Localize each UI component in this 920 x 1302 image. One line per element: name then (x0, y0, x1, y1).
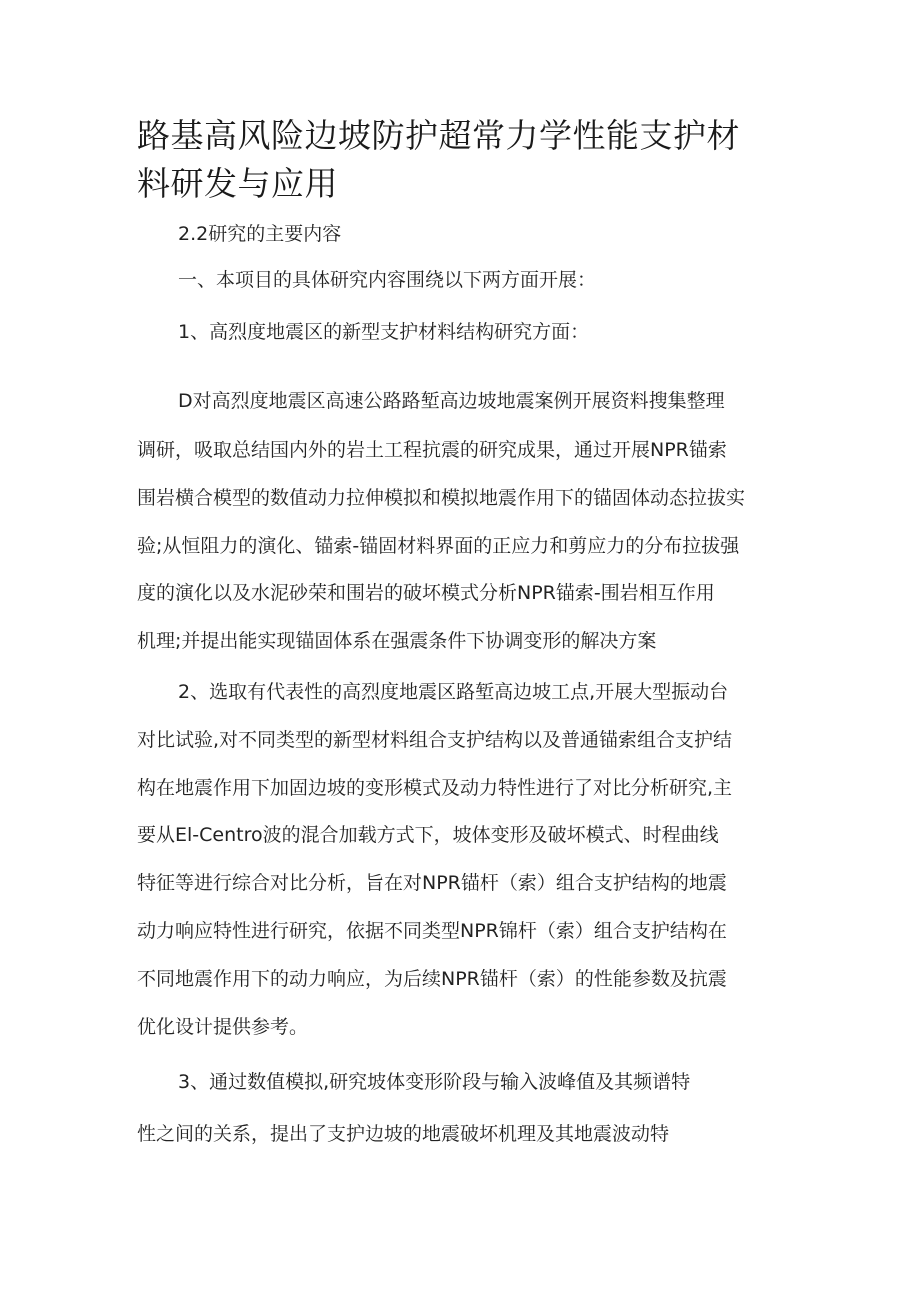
paragraph-line: D对高烈度地震区高速公路路堑高边坡地震案例开展资料搜集整理 (178, 390, 725, 412)
paragraph-line: 构在地震作用下加固边坡的变形模式及动力特性进行了对比分析研究,主 (137, 777, 733, 799)
item-1-heading: 1、高烈度地震区的新型支护材料结构研究方面： (178, 321, 590, 343)
paragraph-line: 优化设计提供参考。 (137, 1016, 309, 1038)
paragraph-line: 机理;并提出能实现锚固体系在强震条件下协调变形的解决方案 (137, 630, 657, 652)
paragraph-line: 调研，吸取总结国内外的岩土工程抗震的研究成果，通过开展NPR锚索 (137, 439, 727, 461)
paragraph-line: 性之间的关系，提出了支护边坡的地震破坏机理及其地震波动特 (137, 1123, 670, 1145)
intro-text: 一、本项目的具体研究内容围绕以下两方面开展： (178, 269, 597, 291)
paragraph-line: 围岩横合模型的数值动力拉伸模拟和模拟地震作用下的锚固体动态拉拔实 (137, 487, 746, 509)
title-line: 料研发与应用 (137, 164, 338, 203)
paragraph-line: 3、通过数值模拟,研究坡体变形阶段与输入波峰值及其频谱特 (178, 1071, 691, 1093)
paragraph-line: 度的演化以及水泥砂荣和围岩的破坏模式分析NPR锚索-围岩相互作用 (137, 582, 715, 604)
section-heading: 2.2研究的主要内容 (178, 223, 342, 245)
paragraph-line: 不同地震作用下的动力响应，为后续NPR锚杆（索）的性能参数及抗震 (137, 968, 727, 990)
paragraph-line: 对比试验,对不同类型的新型材料组合支护结构以及普通锚索组合支护结 (137, 729, 733, 751)
paragraph-line: 特征等进行综合对比分析，旨在对NPR锚杆（索）组合支护结构的地震 (137, 872, 727, 894)
paragraph-line: 验;从恒阻力的演化、锚索-锚固材料界面的正应力和剪应力的分布拉拔强 (137, 535, 740, 557)
paragraph-line: 要从El-Centro波的混合加载方式下，坡体变形及破坏模式、时程曲线 (137, 824, 719, 846)
document-title (137, 112, 777, 208)
title-line: 路基高风险边坡防护超常力学性能支护材 (137, 116, 740, 155)
paragraph-line: 2、选取有代表性的高烈度地震区路堑高边坡工点,开展大型振动台 (178, 681, 729, 703)
paragraph-line: 动力响应特性进行研究，依据不同类型NPR锦杆（索）组合支护结构在 (137, 920, 727, 942)
